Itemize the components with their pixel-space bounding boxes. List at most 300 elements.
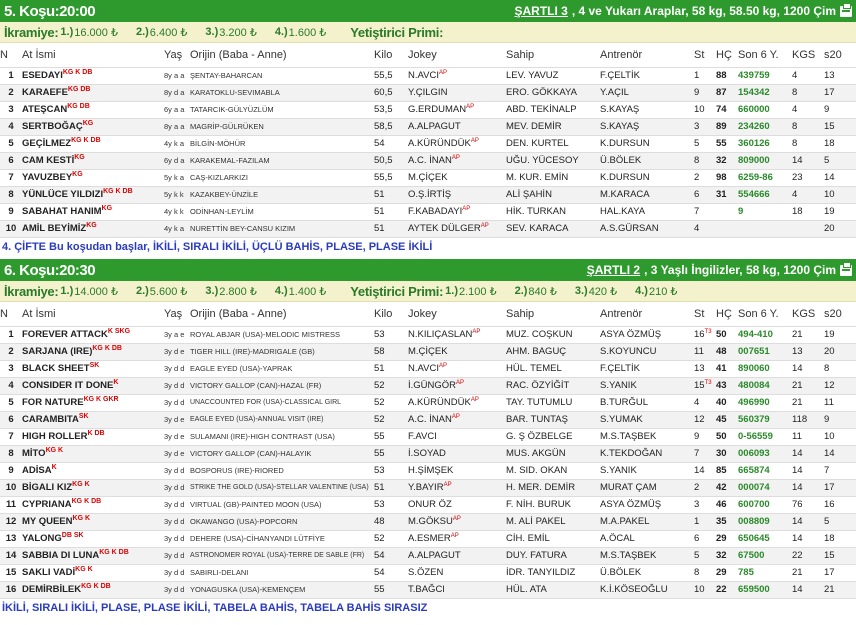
table-row[interactable] — [0, 67, 856, 84]
prize-item: 1.) 14.000 ₺ — [60, 284, 118, 298]
col-trainer-header: Antrenör — [600, 302, 694, 326]
race-6-bet-types[interactable]: İKİLİ, SIRALI İKİLİ, PLASE, PLASE İKİLİ, TABELA BAHİS, TABELA BAHİS SIRASIZ — [2, 601, 428, 614]
jockey-name-text[interactable]: A.ESMER — [408, 533, 451, 545]
horse-name[interactable] — [22, 394, 164, 411]
owner-name[interactable]: F. NİH. BURUK — [506, 496, 600, 513]
horse-name[interactable] — [22, 67, 164, 84]
table-row[interactable] — [0, 169, 856, 186]
jockey-name-text[interactable]: Y.ÇILGIN — [408, 87, 448, 98]
jockey-name[interactable] — [408, 118, 506, 135]
race-5-prize-bar — [0, 22, 856, 43]
horse-name[interactable] — [22, 581, 164, 598]
trainer-name[interactable]: HAL.KAYA — [600, 203, 694, 220]
owner-name[interactable]: CİH. EMİL — [506, 530, 600, 547]
horse-name-text[interactable]: GEÇİLMEZ — [22, 138, 72, 150]
trainer-name[interactable]: A.ÖCAL — [600, 530, 694, 547]
last-6-races[interactable] — [738, 220, 792, 237]
table-row[interactable] — [0, 377, 856, 394]
start-position-value: 1 — [694, 70, 700, 81]
horse-equipment-badge: KG — [82, 120, 94, 128]
table-row[interactable] — [0, 445, 856, 462]
jockey-name-text[interactable]: A.ALPAGUT — [408, 121, 461, 132]
handicap-points: 40 — [716, 394, 738, 411]
jockey-name[interactable] — [408, 152, 506, 169]
last-6-races[interactable]: 809000 — [738, 152, 792, 169]
horse-origin: OKAWANGO (USA)-POPCORN — [190, 513, 374, 530]
s20-value: 19 — [824, 326, 856, 343]
table-row[interactable] — [0, 118, 856, 135]
last-6-races[interactable]: 890060 — [738, 360, 792, 377]
owner-name[interactable]: İDR. TANYILDIZ — [506, 564, 600, 581]
row-number: 7 — [0, 169, 22, 186]
jockey-name[interactable] — [408, 343, 506, 360]
row-number: 11 — [0, 496, 22, 513]
horse-weight: 58,5 — [374, 118, 408, 135]
horse-weight: 55 — [374, 581, 408, 598]
horse-origin: ŞENTAY-BAHARCAN — [190, 67, 374, 84]
jockey-name-text[interactable]: S.ÖZEN — [408, 567, 444, 578]
horse-name[interactable] — [22, 377, 164, 394]
race-6-prize-bar — [0, 281, 856, 302]
race-6-condition-link[interactable]: ŞARTLI 2 — [586, 263, 641, 277]
trainer-name[interactable]: M.S.TAŞBEK — [600, 428, 694, 445]
jockey-name[interactable] — [408, 186, 506, 203]
last-6-races[interactable]: 007651 — [738, 343, 792, 360]
col-handicap-header: HÇ — [716, 302, 738, 326]
table-row[interactable] — [0, 530, 856, 547]
jockey-name[interactable] — [408, 445, 506, 462]
trainer-name[interactable]: S.YUMAK — [600, 411, 694, 428]
horse-origin: EAGLE EYED (USA)-YAPRAK — [190, 360, 374, 377]
jockey-name[interactable] — [408, 428, 506, 445]
jockey-name-text[interactable]: A.C. İNAN — [408, 155, 452, 167]
owner-name[interactable]: MUZ. COŞKUN — [506, 326, 600, 343]
col-owner-header: Sahip — [506, 43, 600, 67]
last-6-races[interactable]: 008809 — [738, 513, 792, 530]
horse-equipment-badge: KG K DB — [103, 188, 133, 196]
horse-name-text[interactable]: ADİSA — [22, 465, 52, 477]
kgs-value: 8 — [792, 118, 824, 135]
owner-name[interactable]: RAC. ÖZYİĞİT — [506, 377, 600, 394]
table-row[interactable] — [0, 343, 856, 360]
owner-name[interactable]: ERO. GÖKKAYA — [506, 84, 600, 101]
horse-name-text[interactable]: SAKLI VADİ — [22, 567, 76, 579]
horse-name-text[interactable]: BİGALI KIZ — [22, 482, 73, 494]
jockey-name-text[interactable]: T.BAĞCI — [408, 584, 445, 595]
horse-name[interactable] — [22, 547, 164, 564]
jockey-name[interactable] — [408, 547, 506, 564]
jockey-name-text[interactable]: M.ÇİÇEK — [408, 172, 448, 183]
jockey-name[interactable] — [408, 530, 506, 547]
horse-name-text[interactable]: FOREVER ATTACK — [22, 329, 108, 341]
horse-name-text[interactable]: ATEŞCAN — [22, 104, 68, 116]
last-6-races[interactable]: 234260 — [738, 118, 792, 135]
table-row[interactable] — [0, 394, 856, 411]
jockey-name[interactable] — [408, 203, 506, 220]
horse-name-text[interactable]: AMİL BEYİMİZ — [22, 223, 87, 235]
start-position-value: 3 — [694, 121, 700, 132]
s20-value: 10 — [824, 186, 856, 203]
race-5-condition-link[interactable]: ŞARTLI 3 — [514, 4, 568, 18]
owner-name[interactable]: ABD. TEKİNALP — [506, 101, 600, 118]
start-position-value: 10 — [694, 584, 705, 595]
horse-name[interactable] — [22, 118, 164, 135]
table-row[interactable] — [0, 186, 856, 203]
handicap-points: 55 — [716, 135, 738, 152]
jockey-name-text[interactable]: M.GÖKSU — [408, 516, 453, 528]
start-position-value: 11 — [694, 346, 704, 357]
start-position — [694, 564, 716, 581]
table-row[interactable] — [0, 496, 856, 513]
jockey-name-text[interactable]: F.AVCI — [408, 431, 437, 442]
start-position-value: 9 — [694, 431, 700, 442]
jockey-name[interactable] — [408, 496, 506, 513]
owner-name[interactable]: BAR. TUNTAŞ — [506, 411, 600, 428]
trainer-name[interactable]: S.KOYUNCU — [600, 343, 694, 360]
trainer-name[interactable]: F.ÇELTİK — [600, 67, 694, 84]
jockey-name-text[interactable]: AYTEK DÜLGER — [408, 223, 481, 235]
horse-equipment-badge: K SKG — [107, 328, 131, 336]
trainer-name[interactable]: ASYA ÖZMÜŞ — [600, 496, 694, 513]
owner-name[interactable]: M. KUR. EMİN — [506, 169, 600, 186]
table-row[interactable] — [0, 479, 856, 496]
owner-name[interactable]: UĞU. YÜCESOY — [506, 152, 600, 169]
owner-name[interactable]: G. Ş ÖZBELGE — [506, 428, 600, 445]
jockey-name[interactable] — [408, 462, 506, 479]
owner-name[interactable]: ALİ ŞAHİN — [506, 186, 600, 203]
jockey-name[interactable] — [408, 513, 506, 530]
horse-weight: 55,5 — [374, 169, 408, 186]
trainer-name[interactable]: K.İ.KÖSEOĞLU — [600, 581, 694, 598]
horse-name[interactable] — [22, 169, 164, 186]
trainer-name[interactable]: S.YANIK — [600, 462, 694, 479]
last-6-races[interactable]: 9 — [738, 203, 792, 220]
trainer-name[interactable]: M.S.TAŞBEK — [600, 547, 694, 564]
kgs-value: 21 — [792, 564, 824, 581]
trainer-name[interactable]: K.DURSUN — [600, 169, 694, 186]
kgs-value: 76 — [792, 496, 824, 513]
start-position — [694, 530, 716, 547]
last-6-races[interactable]: 665874 — [738, 462, 792, 479]
handicap-points: 87 — [716, 84, 738, 101]
jockey-name[interactable] — [408, 220, 506, 237]
horse-name[interactable] — [22, 564, 164, 581]
breeder-prize-item: 3.) 420 ₺ — [574, 284, 618, 298]
row-number: 3 — [0, 360, 22, 377]
last-6-races[interactable]: 67500 — [738, 547, 792, 564]
trainer-name[interactable]: A.S.GÜRSAN — [600, 220, 694, 237]
trainer-name[interactable]: M.KARACA — [600, 186, 694, 203]
last-6-races[interactable]: 0-56559 — [738, 428, 792, 445]
owner-name[interactable]: AHM. BAGUÇ — [506, 343, 600, 360]
jockey-name[interactable] — [408, 101, 506, 118]
kgs-value: 18 — [792, 203, 824, 220]
horse-name-text[interactable]: HIGH ROLLER — [22, 431, 88, 443]
table-row[interactable] — [0, 84, 856, 101]
table-row[interactable] — [0, 220, 856, 237]
trainer-name[interactable]: Ü.BÖLEK — [600, 152, 694, 169]
horse-age: 3y d d — [164, 530, 190, 547]
horse-name-text[interactable]: MİTO — [22, 448, 46, 460]
horse-weight: 52 — [374, 377, 408, 394]
trainer-name[interactable]: S.KAYAŞ — [600, 101, 694, 118]
jockey-name-text[interactable]: A.C. İNAN — [408, 414, 452, 426]
last-6-races[interactable]: 154342 — [738, 84, 792, 101]
col-last-6-header: Son 6 Y. — [738, 43, 792, 67]
jockey-name-text[interactable]: A.ALPAGUT — [408, 550, 461, 561]
owner-name[interactable]: DUY. FATURA — [506, 547, 600, 564]
prize-item: 1.) 16.000 ₺ — [60, 25, 118, 39]
horse-equipment-badge: K DB — [87, 430, 105, 438]
jockey-name-text[interactable]: G.ERDUMAN — [408, 104, 467, 116]
horse-name[interactable] — [22, 496, 164, 513]
printer-icon[interactable] — [840, 265, 852, 276]
jockey-name-text[interactable]: N.KILIÇASLAN — [408, 329, 473, 341]
owner-name[interactable]: HİK. TURKAN — [506, 203, 600, 220]
horse-weight: 51 — [374, 479, 408, 496]
trainer-name[interactable]: K.DURSUN — [600, 135, 694, 152]
jockey-name-text[interactable]: M.ÇİÇEK — [408, 346, 448, 357]
horse-equipment-badge: SK — [78, 413, 89, 421]
owner-name[interactable]: MUS. AKGÜN — [506, 445, 600, 462]
table-row[interactable] — [0, 428, 856, 445]
horse-name-text[interactable]: CARAMBITA — [22, 414, 79, 426]
horse-name[interactable] — [22, 220, 164, 237]
trainer-name[interactable]: B.TURĞUL — [600, 394, 694, 411]
race-5-bet-types[interactable]: 4. ÇİFTE Bu koşudan başlar, İKİLİ, SIRALI İKİLİ, ÜÇLÜ BAHİS, PLASE, PLASE İKİLİ — [2, 240, 433, 253]
race-6-condition-text: , 3 Yaşlı İngilizler, 58 kg, 1200 Çim — [644, 263, 836, 277]
table-row[interactable] — [0, 513, 856, 530]
jockey-name[interactable] — [408, 394, 506, 411]
horse-name-text[interactable]: SARJANA (IRE) — [22, 346, 93, 358]
col-s20-header: s20 — [824, 302, 856, 326]
last-6-races[interactable]: 600700 — [738, 496, 792, 513]
owner-name[interactable]: H. MER. DEMİR — [506, 479, 600, 496]
horse-name-text[interactable]: CONSIDER IT DONE — [22, 380, 114, 392]
owner-name[interactable]: LEV. YAVUZ — [506, 67, 600, 84]
last-6-races[interactable]: 360126 — [738, 135, 792, 152]
breeder-prize-item: 2.) 840 ₺ — [514, 284, 557, 298]
horse-origin: NURETTİN BEY-CANSU KIZIM — [190, 220, 374, 237]
trainer-name[interactable]: M.A.PAKEL — [600, 513, 694, 530]
horse-weight: 54 — [374, 135, 408, 152]
start-position-value: 5 — [694, 550, 700, 561]
table-row[interactable] — [0, 326, 856, 343]
horse-name[interactable] — [22, 462, 164, 479]
horse-name-text[interactable]: KARAEFE — [22, 87, 68, 99]
apprentice-badge: AP — [470, 137, 479, 144]
jockey-name-text[interactable]: İ.SOYAD — [408, 448, 446, 459]
race-5-header — [0, 0, 856, 22]
jockey-name[interactable] — [408, 135, 506, 152]
owner-name[interactable]: DEN. KURTEL — [506, 135, 600, 152]
jockey-name[interactable] — [408, 581, 506, 598]
start-position — [694, 394, 716, 411]
jockey-name-text[interactable]: A.KÜRÜNDÜK — [408, 397, 471, 409]
table-row[interactable] — [0, 564, 856, 581]
trainer-name[interactable]: Y.AÇIL — [600, 84, 694, 101]
horse-name[interactable] — [22, 360, 164, 377]
start-position-value: 3 — [694, 499, 700, 510]
owner-name[interactable]: HÜL. ATA — [506, 581, 600, 598]
s20-value: 8 — [824, 360, 856, 377]
col-last-6-header: Son 6 Y. — [738, 302, 792, 326]
jockey-name[interactable] — [408, 169, 506, 186]
last-6-races[interactable]: 480084 — [738, 377, 792, 394]
last-6-races[interactable]: 660000 — [738, 101, 792, 118]
row-number: 14 — [0, 547, 22, 564]
table-row[interactable] — [0, 135, 856, 152]
table-row[interactable] — [0, 462, 856, 479]
jockey-name-text[interactable]: İ.GÜNGÖR — [408, 380, 457, 392]
horse-name-text[interactable]: YAVUZBEY — [22, 172, 73, 184]
jockey-name-text[interactable]: O.Ş.İRTİŞ — [408, 189, 452, 200]
owner-name[interactable]: SEV. KARACA — [506, 220, 600, 237]
horse-name[interactable] — [22, 101, 164, 118]
start-position — [694, 67, 716, 84]
horse-equipment-badge: DB SK — [61, 532, 84, 540]
last-6-races[interactable]: 006093 — [738, 445, 792, 462]
jockey-name[interactable] — [408, 326, 506, 343]
horse-origin: MAGRİP-GÜLRÜKEN — [190, 118, 374, 135]
horse-name-text[interactable]: DEMİRBİLEK — [22, 584, 82, 596]
jockey-name-text[interactable]: A.KÜRÜNDÜK — [408, 138, 471, 150]
horse-age: 3y d d — [164, 360, 190, 377]
owner-name[interactable]: M. ALİ PAKEL — [506, 513, 600, 530]
horse-name-text[interactable]: CAM KESTİ — [22, 155, 75, 167]
horse-weight: 54 — [374, 564, 408, 581]
horse-name-text[interactable]: CYPRIANA — [22, 499, 72, 511]
table-row[interactable] — [0, 360, 856, 377]
jockey-name-text[interactable]: Y.BAYIR — [408, 482, 444, 494]
horse-name[interactable] — [22, 135, 164, 152]
jockey-name[interactable] — [408, 377, 506, 394]
last-6-races[interactable]: 554666 — [738, 186, 792, 203]
jockey-name-text[interactable]: N.AVCI — [408, 70, 439, 82]
handicap-points: 35 — [716, 513, 738, 530]
horse-name-text[interactable]: MY QUEEN — [22, 516, 73, 528]
jockey-name-text[interactable]: N.AVCI — [408, 363, 439, 375]
jockey-name-text[interactable]: ONUR ÖZ — [408, 499, 452, 510]
horse-name[interactable] — [22, 428, 164, 445]
col-horse-name-header: At İsmi — [22, 302, 164, 326]
owner-name[interactable]: MEV. DEMİR — [506, 118, 600, 135]
horse-name-text[interactable]: SERTBOĞAÇ — [22, 121, 83, 133]
trainer-name[interactable]: Ü.BÖLEK — [600, 564, 694, 581]
horse-name[interactable] — [22, 84, 164, 101]
col-jockey-header: Jokey — [408, 302, 506, 326]
start-position — [694, 377, 716, 394]
table-row[interactable] — [0, 547, 856, 564]
trainer-name[interactable]: K.TEKDOĞAN — [600, 445, 694, 462]
start-position-value: 13 — [694, 363, 705, 374]
handicap-points: 50 — [716, 326, 738, 343]
horse-name-text[interactable]: YALONG — [22, 533, 62, 545]
s20-value: 15 — [824, 547, 856, 564]
horse-weight: 51 — [374, 186, 408, 203]
col-origin-header: Orijin (Baba - Anne) — [190, 43, 374, 67]
jockey-name[interactable] — [408, 411, 506, 428]
owner-name[interactable]: TAY. TUTUMLU — [506, 394, 600, 411]
start-position — [694, 169, 716, 186]
kgs-value: 4 — [792, 67, 824, 84]
jockey-name[interactable] — [408, 564, 506, 581]
horse-name-text[interactable]: SABBIA DI LUNA — [22, 550, 100, 562]
race-6-table — [0, 302, 856, 599]
printer-icon[interactable] — [840, 6, 852, 17]
last-6-races[interactable]: 659500 — [738, 581, 792, 598]
horse-age: 8y a a — [164, 67, 190, 84]
horse-name[interactable] — [22, 203, 164, 220]
horse-origin: TATARCIK-GÜLYÜZLÜM — [190, 101, 374, 118]
horse-origin: ROYAL ABJAR (USA)-MELODIC MISTRESS — [190, 326, 374, 343]
jockey-name[interactable] — [408, 479, 506, 496]
handicap-points: 46 — [716, 496, 738, 513]
horse-equipment-badge: KG K DB — [81, 583, 111, 591]
start-position-value: 2 — [694, 482, 700, 493]
horse-origin: EAGLE EYED (USA)-ANNUAL VISIT (IRE) — [190, 411, 374, 428]
table-row[interactable] — [0, 581, 856, 598]
owner-name[interactable]: M. SID. OKAN — [506, 462, 600, 479]
last-6-races[interactable]: 785 — [738, 564, 792, 581]
start-position — [694, 411, 716, 428]
table-row[interactable] — [0, 101, 856, 118]
horse-equipment-badge: KG — [74, 154, 85, 162]
table-row[interactable] — [0, 152, 856, 169]
last-6-races[interactable]: 560379 — [738, 411, 792, 428]
owner-name[interactable]: HÜL. TEMEL — [506, 360, 600, 377]
last-6-races[interactable]: 496990 — [738, 394, 792, 411]
last-6-races[interactable]: 650645 — [738, 530, 792, 547]
last-6-races[interactable]: 6259-86 — [738, 169, 792, 186]
horse-name[interactable] — [22, 152, 164, 169]
kgs-value: 14 — [792, 581, 824, 598]
horse-name-text[interactable]: FOR NATURE — [22, 397, 84, 409]
horse-name[interactable] — [22, 445, 164, 462]
horse-name[interactable] — [22, 326, 164, 343]
table-row[interactable] — [0, 203, 856, 220]
horse-name-text[interactable]: YÜNLÜCE YILDIZI — [22, 189, 104, 201]
apprentice-badge: AP — [480, 222, 489, 229]
trainer-name[interactable]: S.YANIK — [600, 377, 694, 394]
horse-name-text[interactable]: SABAHAT HANIM — [22, 206, 102, 218]
table-row[interactable] — [0, 411, 856, 428]
row-number: 6 — [0, 152, 22, 169]
jockey-name[interactable] — [408, 84, 506, 101]
horse-name[interactable] — [22, 411, 164, 428]
trainer-name[interactable]: S.KAYAŞ — [600, 118, 694, 135]
jockey-name[interactable] — [408, 67, 506, 84]
last-6-races[interactable]: 000074 — [738, 479, 792, 496]
horse-name-text[interactable]: BLACK SHEET — [22, 363, 90, 375]
last-6-races[interactable]: 439759 — [738, 67, 792, 84]
horse-name[interactable] — [22, 530, 164, 547]
last-6-races[interactable]: 494-410 — [738, 326, 792, 343]
jockey-name-text[interactable]: F.KABADAYI — [408, 206, 463, 218]
horse-name-text[interactable]: ESEDAYI — [22, 70, 63, 82]
trainer-name[interactable]: MURAT ÇAM — [600, 479, 694, 496]
horse-name[interactable] — [22, 343, 164, 360]
jockey-name[interactable] — [408, 360, 506, 377]
horse-name[interactable] — [22, 479, 164, 496]
jockey-name-text[interactable]: H.ŞİMŞEK — [408, 465, 454, 476]
horse-name[interactable] — [22, 186, 164, 203]
horse-name[interactable] — [22, 513, 164, 530]
trainer-name[interactable]: F.ÇELTİK — [600, 360, 694, 377]
trainer-name[interactable]: ASYA ÖZMÜŞ — [600, 326, 694, 343]
s20-value: 18 — [824, 135, 856, 152]
horse-weight: 55 — [374, 428, 408, 445]
